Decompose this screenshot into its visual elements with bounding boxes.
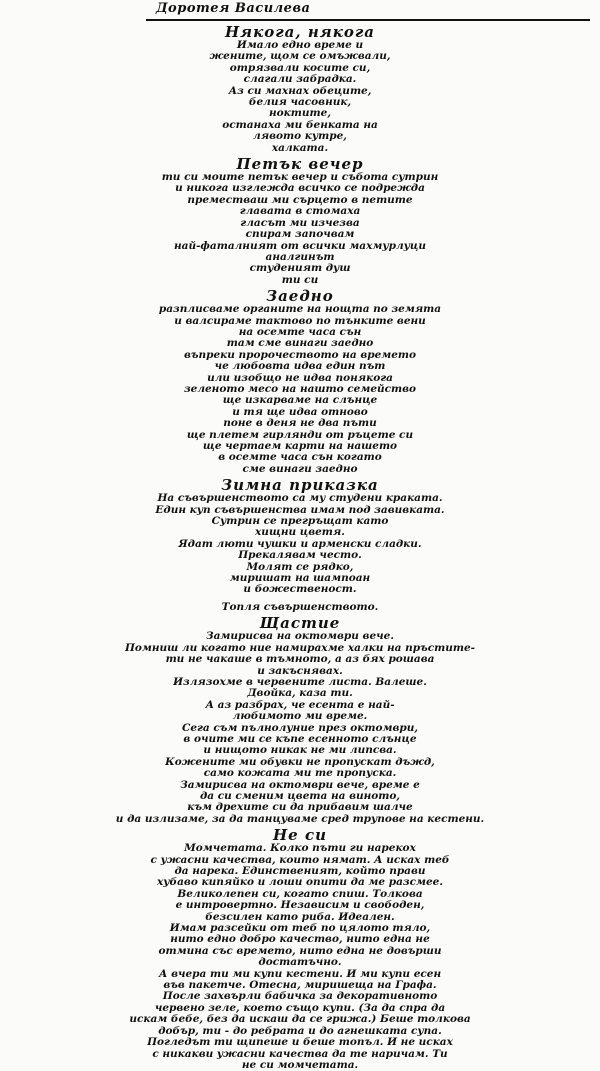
poem-line: Замирисва на октомври вече. bbox=[206, 631, 394, 643]
poem-line: с никакви ужасни качества да те наричам. Ти bbox=[152, 1048, 448, 1060]
poem-line: не си момчетата. bbox=[241, 1059, 359, 1071]
poem-line: Един куп съвършенства имам под завивката. bbox=[155, 504, 445, 516]
poem-line: халката. bbox=[271, 142, 329, 154]
poem-line: А вчера ти ми купи кестени. И ми купи есен bbox=[158, 968, 442, 980]
poem-line: там сме винаги заедно bbox=[226, 338, 374, 350]
poem-line: добър, ти - до ребрата и до агнешката супа. bbox=[158, 1025, 442, 1037]
poem-line: отмина със времето, нито една не довърши bbox=[158, 945, 442, 957]
poem-line: Замирисва на октомври вече, време е bbox=[180, 779, 420, 791]
poem-line: любимото ми време. bbox=[232, 711, 368, 723]
poem-line: лявото кутре, bbox=[253, 131, 347, 143]
poem-line: На съвършенството са му студени краката. bbox=[157, 493, 443, 505]
poem-line: ти не чакаше в тъмното, а аз бях рошава bbox=[165, 654, 435, 666]
poem-line: че любовта идва един път bbox=[214, 361, 386, 373]
poem-line: преместваш ми сърцето в петите bbox=[187, 194, 413, 206]
poem-line: в осемте часа сън когато bbox=[218, 452, 382, 464]
poem-line: най-фаталният от всички махмурлуци bbox=[173, 240, 426, 252]
poem-line: да си сменим цвета на виното, bbox=[199, 790, 401, 802]
poem-line: сме винаги заедно bbox=[242, 463, 358, 475]
poem-line: въпреки пророчеството на времето bbox=[183, 349, 417, 361]
poem-line: хубаво кипяйко и лоши опити да ме разсмее. bbox=[157, 877, 443, 889]
poem-line: Топля съвършенството. bbox=[221, 601, 379, 613]
poem-line: отрязвали косите си, bbox=[229, 62, 371, 74]
poem-line: гласът ми изчезва bbox=[240, 217, 360, 229]
poem-line: ще плетем гирлянди от ръцете си bbox=[186, 429, 414, 441]
poem-line: и да излизаме, за да танцуваме сред трупове на кестени. bbox=[115, 813, 485, 825]
header-rule bbox=[146, 19, 590, 21]
poem-line: ще чертаем карти на нашето bbox=[202, 441, 398, 452]
poem-line: Ядат люти чушки и арменски сладки. bbox=[178, 538, 422, 550]
poem-line: Имам разсейки от теб по цялото тяло, bbox=[169, 923, 431, 935]
poem-line: Имало едно време и bbox=[236, 40, 364, 51]
poem-line: към дрехите си да прибавим шалче bbox=[187, 802, 413, 814]
poem-4 bbox=[6, 477, 594, 613]
poem-line: жените, щом се омъжвали, bbox=[209, 51, 391, 63]
poem-line: Излязохме в червените листа. Валеше. bbox=[173, 676, 427, 688]
poem-line: безсилен като риба. Идеален. bbox=[205, 911, 395, 923]
poem-line: зеленото месо на нашто семейство bbox=[183, 383, 417, 395]
poem-line: Молят се рядко, bbox=[246, 561, 354, 573]
poem-line: поне в деня не два пъти bbox=[223, 418, 377, 430]
poem-line: Сутрин се прегръщат като bbox=[211, 516, 389, 528]
poem-line: студеният душ bbox=[249, 263, 351, 275]
poem-line: и валсираме тактово по тънките вени bbox=[174, 315, 426, 327]
poem-line: Двойка, каза ти. bbox=[247, 688, 353, 700]
poem-6 bbox=[6, 827, 594, 1071]
poem-line: нито едно добро качество, нито една не bbox=[170, 934, 430, 946]
poem-line: спирам започвам bbox=[245, 229, 355, 241]
poem-line: Погледът ти щипеше и беше топъл. И не исках bbox=[147, 1037, 453, 1049]
poem-line: Прекалявам често. bbox=[238, 550, 362, 562]
poem-title: Някога, някога bbox=[224, 23, 376, 41]
poem-line: хищни цветя. bbox=[255, 527, 345, 539]
poem-line: Кожените ми обувки не пропускат дъжд, bbox=[165, 756, 435, 768]
poem-line: с ужасни качества, които нямат. А исках теб bbox=[150, 854, 450, 866]
poem-line: искам бебе, без да искаш да се грижа.) Беше толкова bbox=[129, 1014, 471, 1026]
poem-line: Великолепен си, когато спиш. Толкова bbox=[177, 888, 423, 900]
poem-line: в очите ми се къпе есенното слънце bbox=[183, 733, 417, 745]
poem-line: белия часовник, bbox=[248, 97, 352, 109]
poem-line: ноктите, bbox=[269, 108, 331, 120]
poem-line: и закъснявах. bbox=[257, 665, 343, 677]
poem-line: слагали забрадка. bbox=[243, 74, 357, 86]
poem-1 bbox=[6, 24, 594, 154]
poem-line: да нарека. Единственият, който прави bbox=[174, 866, 426, 877]
poem-title: Заедно bbox=[266, 287, 334, 306]
poem-line: ти си bbox=[281, 274, 319, 286]
poem-line: достатъчно. bbox=[258, 957, 342, 969]
poem-collection bbox=[6, 24, 594, 1071]
poem-line: ще изкарваме на слънце bbox=[222, 395, 378, 407]
page-header bbox=[6, 0, 594, 22]
poem-line: ти си моите петък вечер и събота сутрин bbox=[161, 172, 439, 184]
poem-line: останаха ми бенката на bbox=[222, 119, 378, 131]
poem-title: Петък вечер bbox=[236, 155, 364, 174]
poem-line: После захвърли бабичка за декоративното bbox=[162, 991, 438, 1003]
author-name: Доротея Василева bbox=[156, 1, 311, 16]
poem-5 bbox=[6, 615, 594, 825]
poem-line: Аз си махнах обеците, bbox=[228, 85, 372, 97]
poem-line: червено зеле, което също купи. (За да спра да bbox=[154, 1002, 446, 1014]
poem-line: Помниш ли когато ние намирахме халки на пръстите- bbox=[124, 642, 476, 654]
poem-3 bbox=[6, 288, 594, 475]
poem-line: Момчетата. Колко пъти ги нарекох bbox=[184, 843, 416, 855]
poem-2 bbox=[6, 156, 594, 286]
poem-line: миришат на шампоан bbox=[229, 573, 371, 585]
poem-line: и никога изглежда всичко се подрежда bbox=[175, 183, 425, 195]
poem-line: разплисваме органите на нощта по земята bbox=[158, 304, 442, 316]
poem-line: А аз разбрах, че есента е най- bbox=[205, 699, 395, 711]
poem-line: аналгинът bbox=[265, 251, 335, 263]
poem-line: главата в стомаха bbox=[239, 206, 361, 218]
poem-title: Щастие bbox=[259, 614, 341, 633]
poem-line: и нищото никак не ми липсва. bbox=[203, 745, 397, 757]
poem-line: или изобщо не идва понякога bbox=[207, 372, 393, 384]
poem-line: и божественост. bbox=[243, 584, 357, 596]
poem-line: само кожата ми те пропуска. bbox=[203, 768, 397, 780]
poem-line: е интровертно. Независим и свободен, bbox=[175, 900, 425, 912]
poem-line: във пакетче. Отесна, миришеща на Графа. bbox=[163, 980, 437, 992]
poem-title: Не си bbox=[273, 826, 327, 845]
poem-line: на осемте часа сън bbox=[238, 326, 362, 338]
poem-title: Зимна приказка bbox=[221, 476, 379, 495]
poem-line: и тя ще идва отново bbox=[232, 406, 368, 418]
poem-line: Сега съм пълнолуние през октомври, bbox=[181, 722, 418, 734]
